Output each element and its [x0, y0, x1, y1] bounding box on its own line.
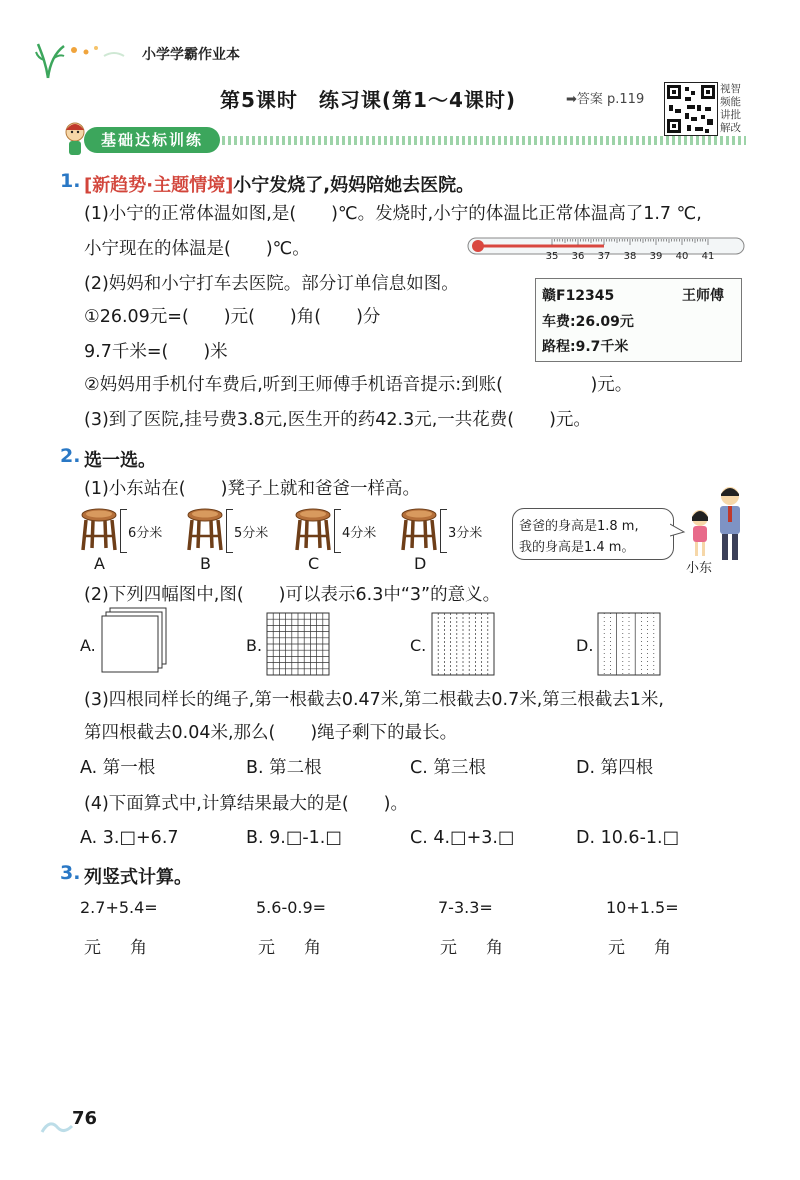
q2-part4-option-a[interactable]: A. 3.□+6.7 [80, 828, 179, 848]
plant-logo-icon [34, 30, 138, 82]
q2-part4-option-c[interactable]: C. 4.□+3.□ [410, 828, 515, 848]
section-divider [222, 136, 746, 145]
speech-bubble [512, 508, 674, 560]
qr-code-icon[interactable] [664, 82, 718, 136]
qr-side-text: 视智频能讲批解改 [720, 83, 741, 134]
q3-expr-2: 5.6-0.9= [256, 898, 327, 917]
q1-part3: (3)到了医院,挂号费3.8元,医生开的药42.3元,一共花费( )元。 [84, 410, 591, 430]
thermometer-mercury [480, 245, 604, 248]
book-title: 小学学霸作业本 [142, 47, 240, 63]
q1-part2-payment: ②妈妈用手机付车费后,听到王师傅手机语音提示:到账( )元。 [84, 375, 633, 395]
stool-height-bracket [120, 509, 127, 553]
figure-label-c: C. [410, 636, 427, 655]
section-banner: 基础达标训练 [84, 127, 220, 153]
figure-label-d: D. [576, 636, 594, 655]
q3-unit-yuan-1: 元 [84, 938, 101, 958]
stool-height-bracket [226, 509, 233, 553]
stool-icon [400, 508, 438, 556]
q3-unit-jiao-2: 角 [304, 938, 321, 958]
page-number: 76 [72, 1108, 98, 1129]
q3-title: 列竖式计算。 [84, 867, 192, 888]
stool-icon [294, 508, 332, 556]
q3-unit-jiao-3: 角 [486, 938, 503, 958]
figure-a-stacked-squares[interactable] [100, 606, 170, 678]
bubble-tail-icon [670, 522, 686, 540]
q1-part1-line2: 小宁现在的体温是( )℃。 [84, 239, 310, 259]
stool-option-d[interactable]: D [414, 554, 427, 573]
stool-height-bracket [334, 509, 341, 553]
stool-option-c[interactable]: C [308, 554, 320, 573]
stool-option-a[interactable]: A [94, 554, 105, 573]
q1-part2-intro: (2)妈妈和小宁打车去医院。部分订单信息如图。 [84, 274, 459, 294]
q2-part3-line2: 第四根截去0.04米,那么( )绳子剩下的最长。 [84, 723, 458, 743]
order-info-card [535, 278, 742, 362]
q1-part2-distance: 9.7千米=( )米 [84, 342, 228, 362]
thermometer-tick-label: 40 [675, 251, 689, 262]
q1-part1-line1: (1)小宁的正常体温如图,是( )℃。发烧时,小宁的体温比正常体温高了1.7 ℃, [84, 204, 702, 224]
q3-expr-3: 7-3.3= [438, 898, 493, 917]
q2-part4: (4)下面算式中,计算结果最大的是( )。 [84, 794, 409, 814]
q2-part3-option-b[interactable]: B. 第二根 [246, 758, 322, 778]
order-plate: 赣F12345 [542, 288, 615, 304]
stool-height-label: 6分米 [128, 526, 163, 541]
answer-reference-link[interactable]: ➡答案 p.119 [566, 92, 645, 107]
q2-part3-option-d[interactable]: D. 第四根 [576, 758, 654, 778]
q3-number: 3. [60, 862, 81, 884]
character-name: 小东 [686, 561, 713, 576]
bubble-my-height: 我的身高是1.4 m。 [519, 540, 635, 555]
q2-part3-option-c[interactable]: C. 第三根 [410, 758, 486, 778]
q2-part2: (2)下列四幅图中,图( )可以表示6.3中“3”的意义。 [84, 585, 501, 605]
q2-title: 选一选。 [84, 450, 156, 471]
thermometer-tick-label: 38 [623, 251, 637, 262]
figure-b-hundred-grid[interactable] [266, 612, 330, 676]
q1-tag: [新趋势·主题情境] [84, 175, 234, 196]
q3-unit-yuan-3: 元 [440, 938, 457, 958]
stool-option-b[interactable]: B [200, 554, 211, 573]
thermometer-figure [466, 232, 748, 262]
thermometer-tick-label: 36 [571, 251, 585, 262]
order-driver: 王师傅 [682, 288, 724, 304]
figure-label-a: A. [80, 636, 96, 655]
order-fare: 车费:26.09元 [542, 314, 634, 330]
q2-part3-line1: (3)四根同样长的绳子,第一根截去0.47米,第二根截去0.7米,第三根截去1米, [84, 690, 664, 710]
q2-number: 2. [60, 445, 81, 467]
q3-unit-jiao-4: 角 [654, 938, 671, 958]
thermometer-tick-label: 41 [701, 251, 715, 262]
q3-unit-yuan-4: 元 [608, 938, 625, 958]
figure-label-b: B. [246, 636, 263, 655]
lesson-title: 第5课时 练习课(第1～4课时) [220, 88, 517, 112]
q3-unit-yuan-2: 元 [258, 938, 275, 958]
stool-height-label: 5分米 [234, 526, 269, 541]
q1-title-text: 小宁发烧了,妈妈陪她去医院。 [233, 175, 475, 196]
stool-height-label: 4分米 [342, 526, 377, 541]
stool-height-label: 3分米 [448, 526, 483, 541]
q3-expr-4: 10+1.5= [606, 898, 679, 917]
figure-d-tenths-columns[interactable] [597, 612, 661, 676]
thermometer-tick-label: 37 [597, 251, 611, 262]
figure-c-tenths-dashed[interactable] [431, 612, 495, 676]
q1-part2-money: ①26.09元=( )元( )角( )分 [84, 307, 381, 327]
q2-part3-option-a[interactable]: A. 第一根 [80, 758, 156, 778]
q3-unit-jiao-1: 角 [130, 938, 147, 958]
girl-character-icon [688, 508, 712, 560]
stool-icon [80, 508, 118, 556]
stool-icon [186, 508, 224, 556]
order-distance: 路程:9.7千米 [542, 339, 629, 355]
thermometer-tick-label: 39 [649, 251, 663, 262]
q2-part1: (1)小东站在( )凳子上就和爸爸一样高。 [84, 479, 420, 499]
stool-height-bracket [440, 509, 447, 553]
q1-number: 1. [60, 170, 81, 192]
q2-part4-option-b[interactable]: B. 9.□-1.□ [246, 828, 342, 848]
q3-expr-1: 2.7+5.4= [80, 898, 158, 917]
q2-part4-option-d[interactable]: D. 10.6-1.□ [576, 828, 680, 848]
q1-title [84, 171, 474, 197]
wave-deco-icon [40, 1116, 74, 1136]
bubble-dad-height: 爸爸的身高是1.8 m, [519, 519, 639, 534]
thermometer-tick-label: 35 [545, 251, 559, 262]
dad-character-icon [714, 484, 746, 562]
